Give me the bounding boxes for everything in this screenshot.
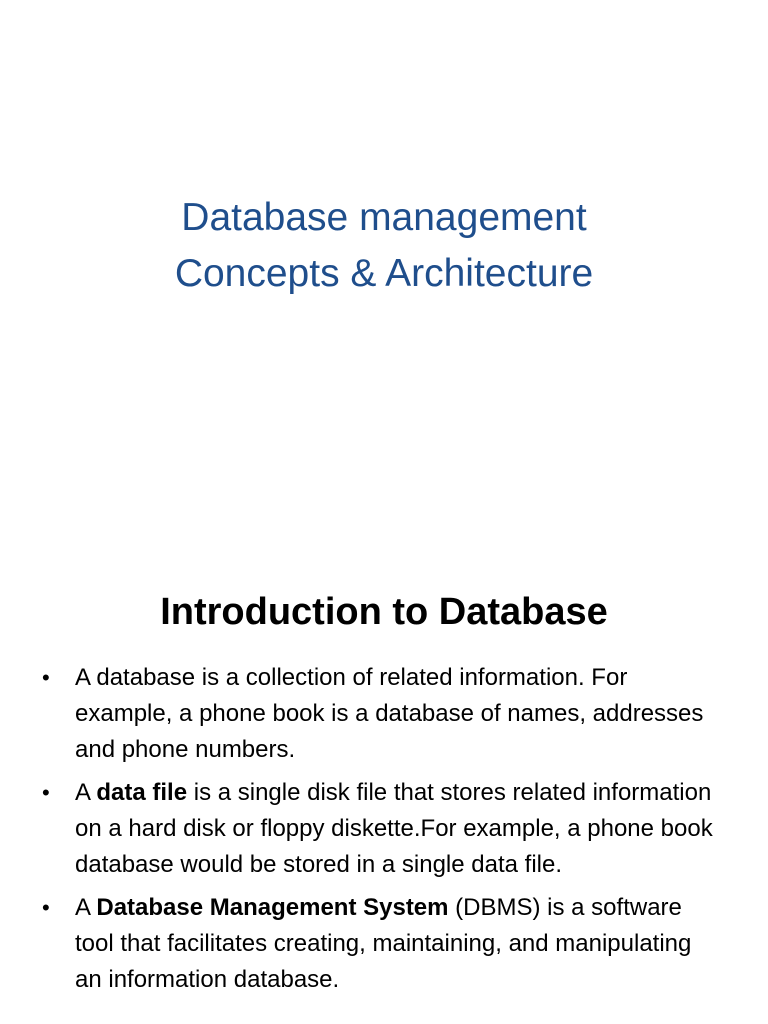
bullet-icon: • [42, 665, 50, 690]
bullet-item-1 [42, 660, 722, 768]
bullet-text-suffix: is a single disk file that stores related information on a hard disk or floppy diskette.For example, a phone book database would be stored in a single data file. [75, 779, 713, 878]
bullet-term: Database Management System [96, 894, 449, 921]
slide-title [0, 190, 768, 302]
bullet-text-prefix: A [75, 779, 97, 806]
bullet-item-3 [42, 890, 722, 998]
title-line-2: Concepts & Architecture [174, 252, 594, 295]
bullet-text-suffix: (DBMS) is a software tool that facilitates creating, maintaining, and manipulating an information database. [75, 894, 692, 993]
bullet-icon: • [42, 895, 50, 920]
title-line-1: Database management [181, 196, 587, 239]
bullet-text: A database is a collection of related information. For example, a phone book is a database of names, addresses and phone numbers. [75, 664, 704, 763]
bullet-item-2 [42, 775, 722, 883]
bullet-icon: • [42, 780, 50, 805]
section-heading: Introduction to Database [160, 591, 608, 633]
bullet-term: data file [96, 779, 188, 806]
bullet-list [42, 660, 722, 1005]
bullet-text-prefix: A [75, 894, 97, 921]
